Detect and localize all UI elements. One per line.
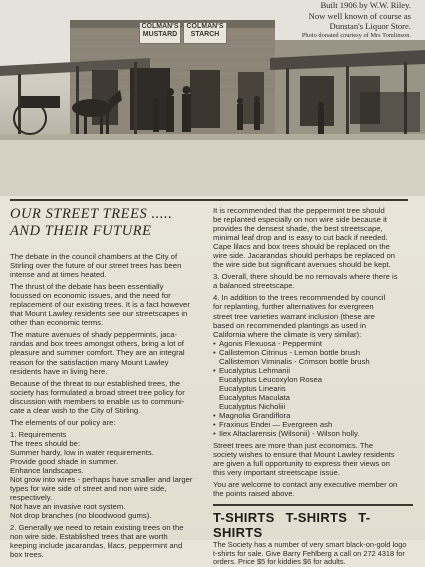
body-line: You are welcome to contact any executive member on bbox=[213, 480, 398, 490]
species-item: Eucalyptus Nicholiii bbox=[219, 401, 286, 411]
tshirts-word: T-SHIRTS bbox=[213, 509, 371, 540]
body-line: this very important streetscape issue. bbox=[213, 468, 340, 478]
body-line: Stirling over the future of our street trees has been bbox=[10, 261, 182, 271]
body-line: society wishes to ensure that Mount Lawley residents bbox=[213, 450, 395, 460]
body-line: randas and box trees amongst others, bring a lot of bbox=[10, 339, 184, 349]
species-item: • Magnolia Grandiflora bbox=[213, 411, 413, 420]
body-line: Because of the threat to our established trees, the bbox=[10, 378, 181, 388]
body-line: that Mount Lawley residents see our streetscapes in bbox=[10, 309, 188, 319]
body-line: Not drop branches (no bloodwood gums). bbox=[10, 511, 152, 521]
caption-line: Dunstan's Liquor Store. bbox=[329, 21, 411, 31]
species-item: Callistemon Viminalis - Crimson bottle brush bbox=[219, 356, 370, 366]
tshirts-word: T-SHIRTS bbox=[285, 509, 348, 525]
body-line: respectively. bbox=[10, 493, 53, 503]
article-title-line: AND THEIR FUTURE bbox=[10, 223, 152, 239]
body-line: Enhance landscapes. bbox=[10, 466, 84, 476]
body-line: Not have an invasive root system. bbox=[10, 502, 126, 512]
body-line: residents have in living here. bbox=[10, 366, 108, 376]
article-title-line: OUR STREET TREES ..... bbox=[10, 206, 173, 222]
sign-text: COLMAN'S bbox=[141, 23, 179, 30]
species-list bbox=[213, 339, 413, 439]
body-line: focussed on economic issues, and the need for bbox=[10, 291, 171, 301]
historic-photo bbox=[0, 0, 425, 196]
tshirts-line: The Society has a number of very smart black-on-gold logo bbox=[213, 539, 407, 549]
body-line: non wire side. Established trees that are worth bbox=[10, 532, 168, 542]
body-line: street tree varieties warrant inclusion (these are bbox=[213, 311, 375, 321]
body-line: 4. In addition to the trees recommended by council bbox=[213, 293, 386, 303]
tshirts-line: orders. Price $5 for kiddies $6 for adults. bbox=[213, 557, 346, 567]
species-item: Eucalyptus Maculata bbox=[219, 392, 290, 402]
body-line: pleasure and summer comfort. They are an integral bbox=[10, 348, 185, 358]
body-line: box trees. bbox=[10, 550, 44, 560]
species-item: Eucalyptus Linearis bbox=[219, 383, 286, 393]
body-line: 2. Generally we need to retain existing trees on the bbox=[10, 523, 184, 533]
sign-text: STARCH bbox=[190, 31, 220, 38]
body-line: a balanced streetscape. bbox=[213, 281, 295, 291]
body-line: The elements of our policy are: bbox=[10, 417, 116, 427]
article-right-column bbox=[213, 206, 413, 567]
species-item: • Agonis Flexuosa - Peppermint bbox=[213, 339, 413, 348]
body-line: provides the densest shade, the best streetscape, bbox=[213, 224, 383, 234]
colmans-mustard-sign bbox=[139, 22, 181, 44]
body-line: California where the climate is very similar): bbox=[213, 329, 362, 339]
tshirt-divider bbox=[213, 504, 413, 506]
body-line: 3. Overall, there should be no removals where there is bbox=[213, 272, 398, 282]
body-line: be replanted especially on non wire side because it bbox=[213, 215, 387, 225]
species-item: • Ilex Altaclarensis (Wilsonii) - Wilson holly. bbox=[213, 429, 413, 438]
body-line: based on recommended plantings as used in bbox=[213, 320, 366, 330]
article-left-column bbox=[10, 206, 198, 560]
body-line: Cape lilacs and box trees should be replaced on the bbox=[213, 242, 390, 252]
article-closing bbox=[213, 441, 413, 498]
article-title bbox=[10, 206, 198, 240]
photo-credit: Photo donated courtesy of Mrs Tomlinson. bbox=[301, 31, 411, 39]
body-line: Summer hardy, low in water requirements. bbox=[10, 447, 154, 457]
body-line: intense and at times heated. bbox=[10, 270, 107, 280]
species-item: • Fraxinus Endei — Evergreen ash bbox=[213, 420, 413, 429]
species-item: • Callistemon Citrinus - Lemon bottle brush bbox=[213, 348, 413, 357]
colmans-starch-sign bbox=[183, 22, 227, 44]
body-line: Not grow into wires - perhaps have smaller and larger bbox=[10, 475, 193, 485]
article-body-right bbox=[213, 206, 413, 339]
body-line: the points raised above. bbox=[213, 489, 295, 499]
sign-text: MUSTARD bbox=[142, 31, 178, 38]
body-line: discussion with members to enable us to communi- bbox=[10, 396, 185, 406]
tshirts-notice bbox=[213, 541, 413, 567]
photo-caption bbox=[241, 0, 411, 40]
body-line: replacement of our existing trees. It is a fact however bbox=[10, 300, 190, 310]
body-line: cate a clear wish to the City of Stirling. bbox=[10, 405, 141, 415]
body-line: reason for the satisfaction many Mount Lawley bbox=[10, 357, 169, 367]
body-line: The debate in the council chambers at the City of bbox=[10, 252, 178, 261]
section-divider bbox=[10, 199, 408, 201]
body-line: society has formulated a broad street tree policy for bbox=[10, 387, 185, 397]
body-line: minimal leaf drop and is easy to cut back if needed. bbox=[213, 233, 388, 243]
body-line: Provide good shade in summer. bbox=[10, 456, 119, 466]
species-item: • Eucalyptus Lehmanii bbox=[213, 366, 413, 375]
species-item: Eucalyptus Leucoxylon Rosea bbox=[219, 374, 322, 384]
body-line: The thrust of the debate has been essentially bbox=[10, 282, 164, 292]
tshirts-word: T-SHIRTS bbox=[213, 509, 275, 525]
body-line: are given a full opportunity to express their views on bbox=[213, 459, 390, 469]
body-line: keeping include jacarandas, lilacs, peppermint and bbox=[10, 541, 183, 551]
body-line: wire side. Jacarandas should perhaps be replaced on bbox=[213, 251, 396, 261]
caption-line: Built 1906 by W.W. Riley. bbox=[320, 0, 411, 10]
body-line: other than economic terms. bbox=[10, 318, 104, 328]
caption-line: Now well known of course as bbox=[308, 10, 411, 21]
article-body-left bbox=[10, 252, 198, 560]
body-line: It is recommended that the peppermint tree should bbox=[213, 206, 385, 215]
body-line: 1. Requirements bbox=[10, 429, 67, 439]
sign-text: COLMAN'S bbox=[186, 23, 224, 30]
body-line: the wire side but significant avenues should be kept. bbox=[213, 260, 391, 270]
tshirts-line: t-shirts for sale. Give Barry Fehlberg a call on 272 4318 for bbox=[213, 548, 405, 558]
body-line: The trees should be: bbox=[10, 438, 81, 448]
body-line: Street trees are more than just economics. The bbox=[213, 441, 374, 451]
body-line: The mature avenues of shady peppermints, jaca- bbox=[10, 330, 178, 340]
tshirts-heading bbox=[213, 510, 413, 540]
body-line: for replanting, further alternatives for evergreen bbox=[213, 302, 374, 312]
body-line: types for wire side of street and non wire side, bbox=[10, 484, 167, 494]
